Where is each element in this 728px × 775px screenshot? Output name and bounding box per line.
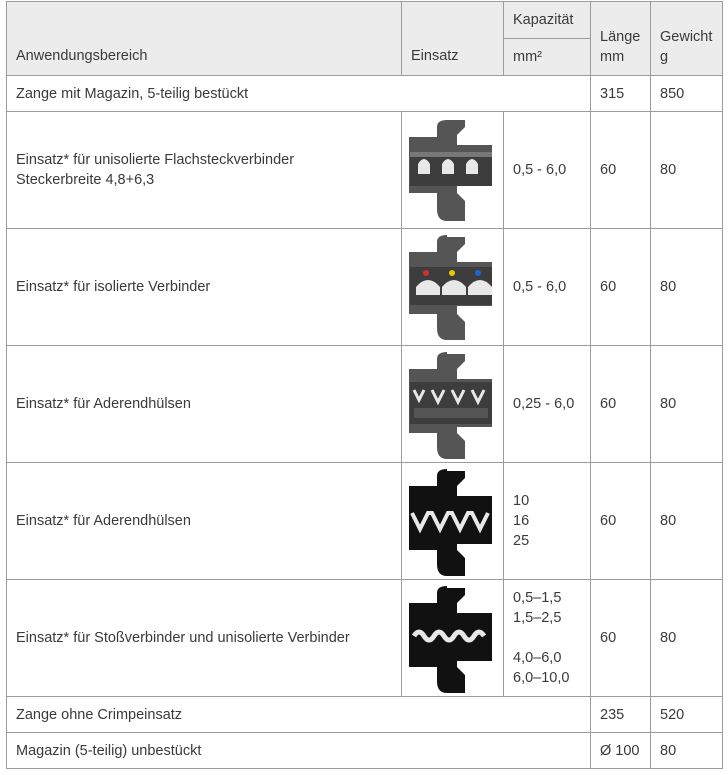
row-kapazitaet-line: 0,5–1,5	[513, 590, 562, 606]
header-gewicht-unit: g	[660, 48, 669, 65]
row-kapazitaet-line: 25	[513, 533, 530, 549]
row-einsatz-image	[402, 346, 504, 463]
row-gewicht: 80	[651, 229, 723, 346]
table-row	[7, 733, 723, 769]
header-einsatz: Einsatz	[402, 2, 504, 76]
header-kapazitaet-unit: mm²	[504, 39, 591, 76]
table-row	[7, 697, 723, 733]
row-kapazitaet	[504, 463, 591, 580]
row-kapazitaet	[504, 580, 591, 697]
crimp-insert-ferrule-small-icon	[402, 346, 503, 462]
crimp-insert-ferrule-large-icon	[402, 463, 503, 579]
row-anwendung: Einsatz* für Aderendhülsen	[7, 463, 402, 580]
header-laenge-unit: mm	[600, 48, 625, 65]
table-row	[7, 463, 723, 580]
row-laenge: Ø 100	[591, 733, 651, 769]
header-laenge-label: Länge	[600, 28, 641, 45]
row-gewicht: 80	[651, 733, 723, 769]
row-laenge: 315	[591, 76, 651, 112]
table-row	[7, 229, 723, 346]
row-anwendung	[7, 112, 402, 229]
row-gewicht: 80	[651, 463, 723, 580]
row-einsatz-image	[402, 112, 504, 229]
row-laenge: 60	[591, 112, 651, 229]
table-row	[7, 580, 723, 697]
header-laenge	[591, 2, 651, 76]
row-gewicht: 850	[651, 76, 723, 112]
row-laenge: 60	[591, 346, 651, 463]
row-laenge: 60	[591, 229, 651, 346]
header-anwendungsbereich: Anwendungsbereich	[7, 2, 402, 76]
table-row	[7, 112, 723, 229]
crimp-insert-butt-connector-icon	[402, 580, 503, 696]
row-anwendung: Einsatz* für Stoßverbinder und unisolierte Verbinder	[7, 580, 402, 697]
row-gewicht: 80	[651, 112, 723, 229]
row-gewicht: 80	[651, 580, 723, 697]
row-kapazitaet-line: 6,0–10,0	[513, 670, 570, 686]
row-laenge: 60	[591, 580, 651, 697]
row-laenge: 60	[591, 463, 651, 580]
row-kapazitaet-line: 1,5–2,5	[513, 610, 562, 626]
row-kapazitaet: 0,25 - 6,0	[504, 346, 591, 463]
table-row	[7, 346, 723, 463]
row-einsatz-image	[402, 463, 504, 580]
row-anwendung-line: Einsatz* für unisolierte Flachsteckverbinder	[16, 152, 295, 168]
row-kapazitaet-line: 10	[513, 493, 530, 509]
header-gewicht	[651, 2, 723, 76]
row-gewicht: 520	[651, 697, 723, 733]
row-anwendung: Einsatz* für Aderendhülsen	[7, 346, 402, 463]
product-table	[6, 1, 723, 769]
row-anwendung: Magazin (5-teilig) unbestückt	[7, 733, 591, 769]
row-anwendung: Zange ohne Crimpeinsatz	[7, 697, 591, 733]
row-kapazitaet-line: 16	[513, 513, 530, 529]
row-anwendung-line: Steckerbreite 4,8+6,3	[16, 172, 155, 188]
row-anwendung: Einsatz* für isolierte Verbinder	[7, 229, 402, 346]
header-gewicht-label: Gewicht	[660, 28, 713, 45]
row-einsatz-image	[402, 580, 504, 697]
row-laenge: 235	[591, 697, 651, 733]
row-einsatz-image	[402, 229, 504, 346]
crimp-insert-flat-plug-icon	[402, 112, 503, 228]
row-kapazitaet: 0,5 - 6,0	[504, 229, 591, 346]
header-row-top	[7, 2, 723, 39]
table-row	[7, 76, 723, 112]
row-gewicht: 80	[651, 346, 723, 463]
row-kapazitaet: 0,5 - 6,0	[504, 112, 591, 229]
crimp-insert-insulated-icon	[402, 229, 503, 345]
row-kapazitaet-line: 4,0–6,0	[513, 650, 562, 666]
header-kapazitaet: Kapazität	[504, 2, 591, 39]
row-anwendung: Zange mit Magazin, 5-teilig bestückt	[7, 76, 591, 112]
